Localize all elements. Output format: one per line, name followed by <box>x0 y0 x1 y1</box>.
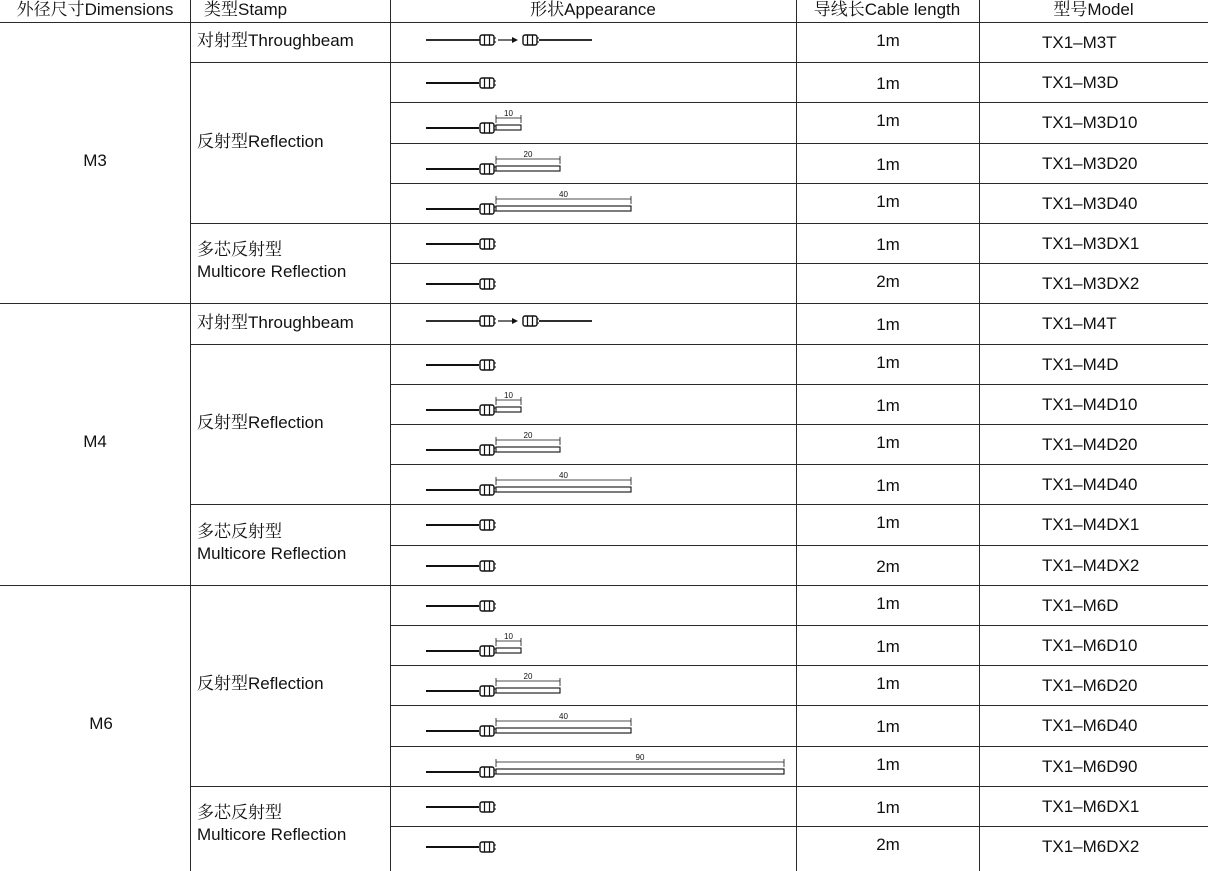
sensor-head-icon <box>480 802 496 812</box>
sleeve-length-label: 40 <box>559 712 568 722</box>
sensor-head-icon <box>480 164 496 174</box>
dimension-cell: M4 <box>83 432 107 452</box>
sensor-head-icon <box>480 646 496 656</box>
header-cable-length: 导线长Cable length <box>813 0 961 19</box>
sensor-head-icon <box>480 601 496 611</box>
sleeve-length-label: 90 <box>635 752 645 762</box>
sleeve-tube <box>496 407 521 412</box>
sleeve-tube <box>496 728 631 733</box>
type-label-en: Multicore Reflection <box>197 543 347 563</box>
sleeve-tube <box>496 125 521 130</box>
model-cell: TX1–M3DX1 <box>1042 234 1140 253</box>
cable-length-cell: 2m <box>876 835 900 854</box>
appearance-figure <box>420 826 795 866</box>
model-cell: TX1–M3D <box>1042 73 1119 93</box>
model-cell: TX1–M3D40 <box>1042 193 1138 213</box>
type-label-cn: 多芯反射型 <box>197 240 282 260</box>
model-cell: TX1–M6D <box>1042 595 1119 615</box>
appearance-figure <box>420 545 795 585</box>
sensor-head-icon <box>480 686 496 696</box>
sleeve-tube <box>496 769 784 774</box>
sensor-head-icon <box>480 405 496 415</box>
type-label <box>197 239 346 283</box>
sensor-head-icon <box>523 35 539 45</box>
model-cell: TX1–M4DX2 <box>1042 555 1140 575</box>
appearance-figure <box>420 62 795 102</box>
cable-length-cell: 1m <box>876 395 900 415</box>
sensor-head-icon <box>523 316 539 326</box>
cable-length-cell: 1m <box>876 513 900 533</box>
model-cell: TX1–M4D10 <box>1042 394 1138 414</box>
cable-length-cell: 1m <box>876 433 900 452</box>
sleeve-tube <box>496 487 631 492</box>
sensor-head-icon <box>480 842 496 852</box>
appearance-figure <box>420 303 795 343</box>
appearance-figure <box>420 143 795 183</box>
sensor-head-icon <box>480 204 496 214</box>
appearance-figure <box>420 223 795 263</box>
appearance-figure <box>420 22 795 62</box>
model-cell: TX1–M3DX2 <box>1042 274 1140 294</box>
model-cell: TX1–M6DX1 <box>1042 796 1140 816</box>
appearance-figure <box>420 102 795 142</box>
sensor-head-icon <box>480 239 496 249</box>
header-model: 型号Model <box>1053 0 1134 19</box>
sensor-head-icon <box>480 123 496 133</box>
sleeve-tube <box>496 648 521 653</box>
cable-length-cell: 1m <box>876 154 900 174</box>
appearance-figure <box>420 464 795 504</box>
cable-length-cell: 1m <box>876 111 900 131</box>
cable-length-cell: 1m <box>876 797 900 817</box>
sensor-head-icon <box>480 561 496 571</box>
sleeve-length-label: 40 <box>559 189 568 199</box>
cable-length-cell: 1m <box>876 74 900 94</box>
cable-length-cell: 1m <box>876 235 900 254</box>
header-divider <box>0 22 1208 23</box>
model-cell: TX1–M6DX2 <box>1042 837 1140 856</box>
cable-length-cell: 1m <box>876 31 900 50</box>
type-label-en: Multicore Reflection <box>197 825 347 844</box>
header-appearance: 形状Appearance <box>530 0 656 19</box>
sleeve-length-label: 20 <box>523 431 533 440</box>
header-dimensions: 外径尺寸Dimensions <box>16 0 174 19</box>
type-label: 对射型Throughbeam <box>197 31 354 51</box>
column-divider <box>390 0 391 871</box>
cable-length-cell: 1m <box>876 191 900 211</box>
model-cell: TX1–M4DX1 <box>1042 515 1140 535</box>
appearance-figure <box>420 344 795 384</box>
type-label: 反射型Reflection <box>197 131 324 151</box>
column-divider <box>979 0 980 871</box>
cable-length-cell: 1m <box>876 674 900 694</box>
model-cell: TX1–M4D40 <box>1042 475 1138 495</box>
model-cell: TX1–M6D40 <box>1042 716 1138 736</box>
appearance-figure <box>420 384 795 424</box>
model-cell: TX1–M3T <box>1042 33 1117 52</box>
appearance-figure <box>420 625 795 665</box>
sensor-head-icon <box>480 726 496 736</box>
cable-length-cell: 2m <box>876 556 900 576</box>
appearance-figure <box>420 665 795 705</box>
cable-length-cell: 1m <box>876 315 900 335</box>
column-divider <box>796 0 797 871</box>
type-label <box>197 521 346 565</box>
cable-length-cell: 1m <box>876 637 900 656</box>
sleeve-length-label: 10 <box>504 390 513 400</box>
model-cell: TX1–M6D90 <box>1042 756 1138 776</box>
sensor-head-icon <box>480 35 496 45</box>
appearance-figure <box>420 263 795 303</box>
arrow-right-icon <box>512 318 518 324</box>
sensor-head-icon <box>480 316 496 326</box>
sensor-head-icon <box>480 520 496 530</box>
sleeve-tube <box>496 447 560 452</box>
sleeve-tube <box>496 688 560 693</box>
type-label: 对射型Throughbeam <box>197 312 354 332</box>
dimension-cell: M3 <box>83 150 107 170</box>
appearance-figure <box>420 746 795 786</box>
appearance-figure <box>420 705 795 745</box>
cable-length-cell: 1m <box>876 717 900 737</box>
cable-length-cell: 2m <box>876 272 900 292</box>
appearance-figure <box>420 183 795 223</box>
type-label-cn: 多芯反射型 <box>197 521 282 541</box>
model-cell: TX1–M3D10 <box>1042 113 1138 133</box>
type-label-en: Multicore Reflection <box>197 262 347 282</box>
type-label <box>197 802 346 846</box>
sleeve-length-label: 10 <box>504 632 513 641</box>
dimension-cell: M6 <box>89 713 113 733</box>
column-divider <box>190 0 191 871</box>
sleeve-length-label: 20 <box>523 149 533 159</box>
sensor-head-icon <box>480 360 496 370</box>
sleeve-tube <box>496 206 631 211</box>
sleeve-length-label: 10 <box>504 109 513 119</box>
header-stamp: 类型Stamp <box>204 0 288 19</box>
sensor-head-icon <box>480 485 496 495</box>
type-label-cn: 多芯反射型 <box>197 803 282 822</box>
type-label: 反射型Reflection <box>197 674 324 694</box>
sensor-head-icon <box>480 279 496 289</box>
cable-length-cell: 1m <box>876 754 900 774</box>
model-cell: TX1–M4D20 <box>1042 435 1138 454</box>
sleeve-length-label: 20 <box>523 672 533 682</box>
appearance-figure <box>420 424 795 464</box>
cable-length-cell: 1m <box>876 593 900 613</box>
cable-length-cell: 1m <box>876 352 900 372</box>
model-cell: TX1–M4T <box>1042 314 1117 334</box>
appearance-figure <box>420 786 795 826</box>
sensor-head-icon <box>480 445 496 455</box>
type-label: 反射型Reflection <box>197 413 324 432</box>
model-cell: TX1–M3D20 <box>1042 153 1138 173</box>
arrow-right-icon <box>512 37 518 43</box>
appearance-figure <box>420 504 795 544</box>
cable-length-cell: 1m <box>876 476 900 496</box>
model-cell: TX1–M4D <box>1042 354 1119 374</box>
sleeve-tube <box>496 166 560 171</box>
model-cell: TX1–M6D20 <box>1042 676 1138 696</box>
appearance-figure <box>420 585 795 625</box>
model-cell: TX1–M6D10 <box>1042 636 1138 655</box>
sleeve-length-label: 40 <box>559 471 568 481</box>
sensor-head-icon <box>480 767 496 777</box>
sensor-head-icon <box>480 78 496 88</box>
